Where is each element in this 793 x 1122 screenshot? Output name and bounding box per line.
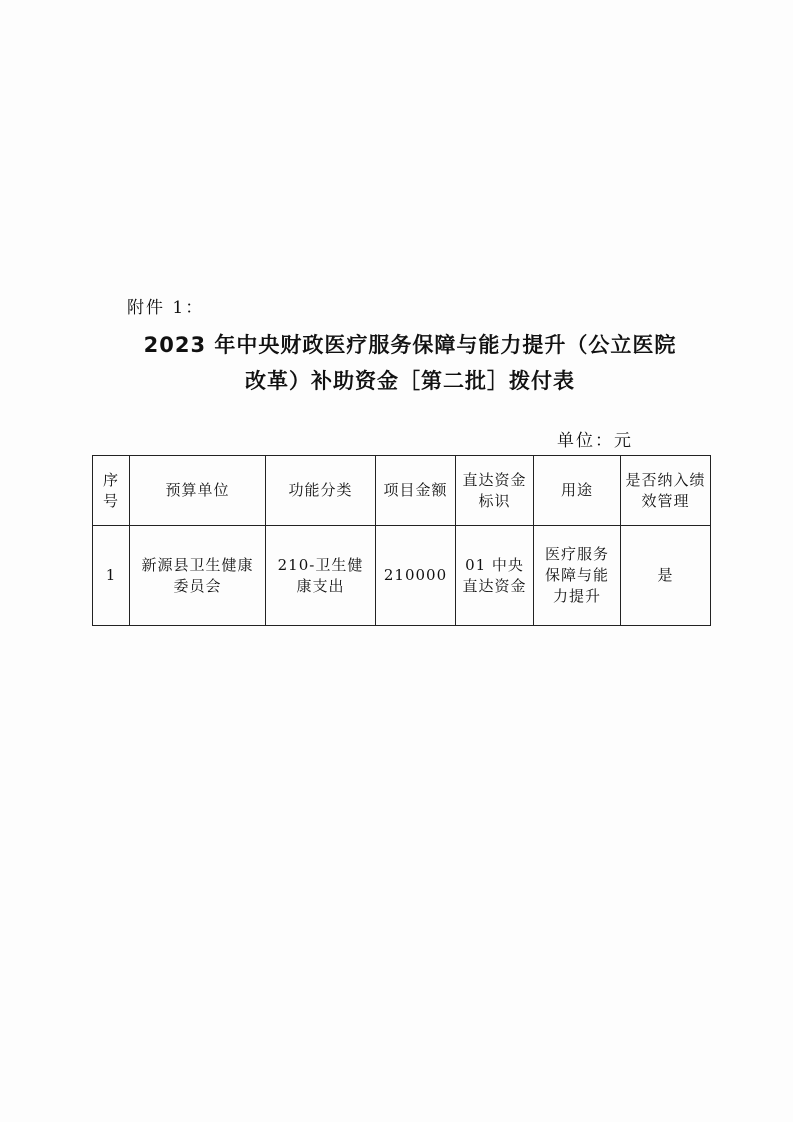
attachment-label: 附件 1：: [127, 298, 205, 318]
cell-function-category: 210-卫生健康支出: [266, 526, 376, 626]
header-function-category: 功能分类: [266, 456, 376, 526]
table-row: [93, 526, 711, 626]
header-purpose: 用途: [534, 456, 621, 526]
cell-direct-fund-flag: 01 中央直达资金: [456, 526, 534, 626]
header-project-amount: 项目金额: [376, 456, 456, 526]
cell-budget-unit: 新源县卫生健康委员会: [130, 526, 266, 626]
cell-project-amount: 210000: [376, 526, 456, 626]
document-title-line-1: 2023 年中央财政医疗服务保障与能力提升（公立医院: [143, 333, 677, 357]
table-header-row: [93, 456, 711, 526]
allocation-table: [92, 455, 711, 626]
cell-seq: 1: [93, 526, 130, 626]
header-direct-fund-flag: 直达资金标识: [456, 456, 534, 526]
header-seq: 序号: [93, 456, 130, 526]
header-performance-management: 是否纳入绩效管理: [621, 456, 711, 526]
document-title-line-2: 改革）补助资金［第二批］拨付表: [245, 369, 575, 393]
header-budget-unit: 预算单位: [130, 456, 266, 526]
cell-performance-management: 是: [621, 526, 711, 626]
unit-label: 单位：元: [557, 431, 633, 451]
cell-purpose: 医疗服务保障与能力提升: [534, 526, 621, 626]
